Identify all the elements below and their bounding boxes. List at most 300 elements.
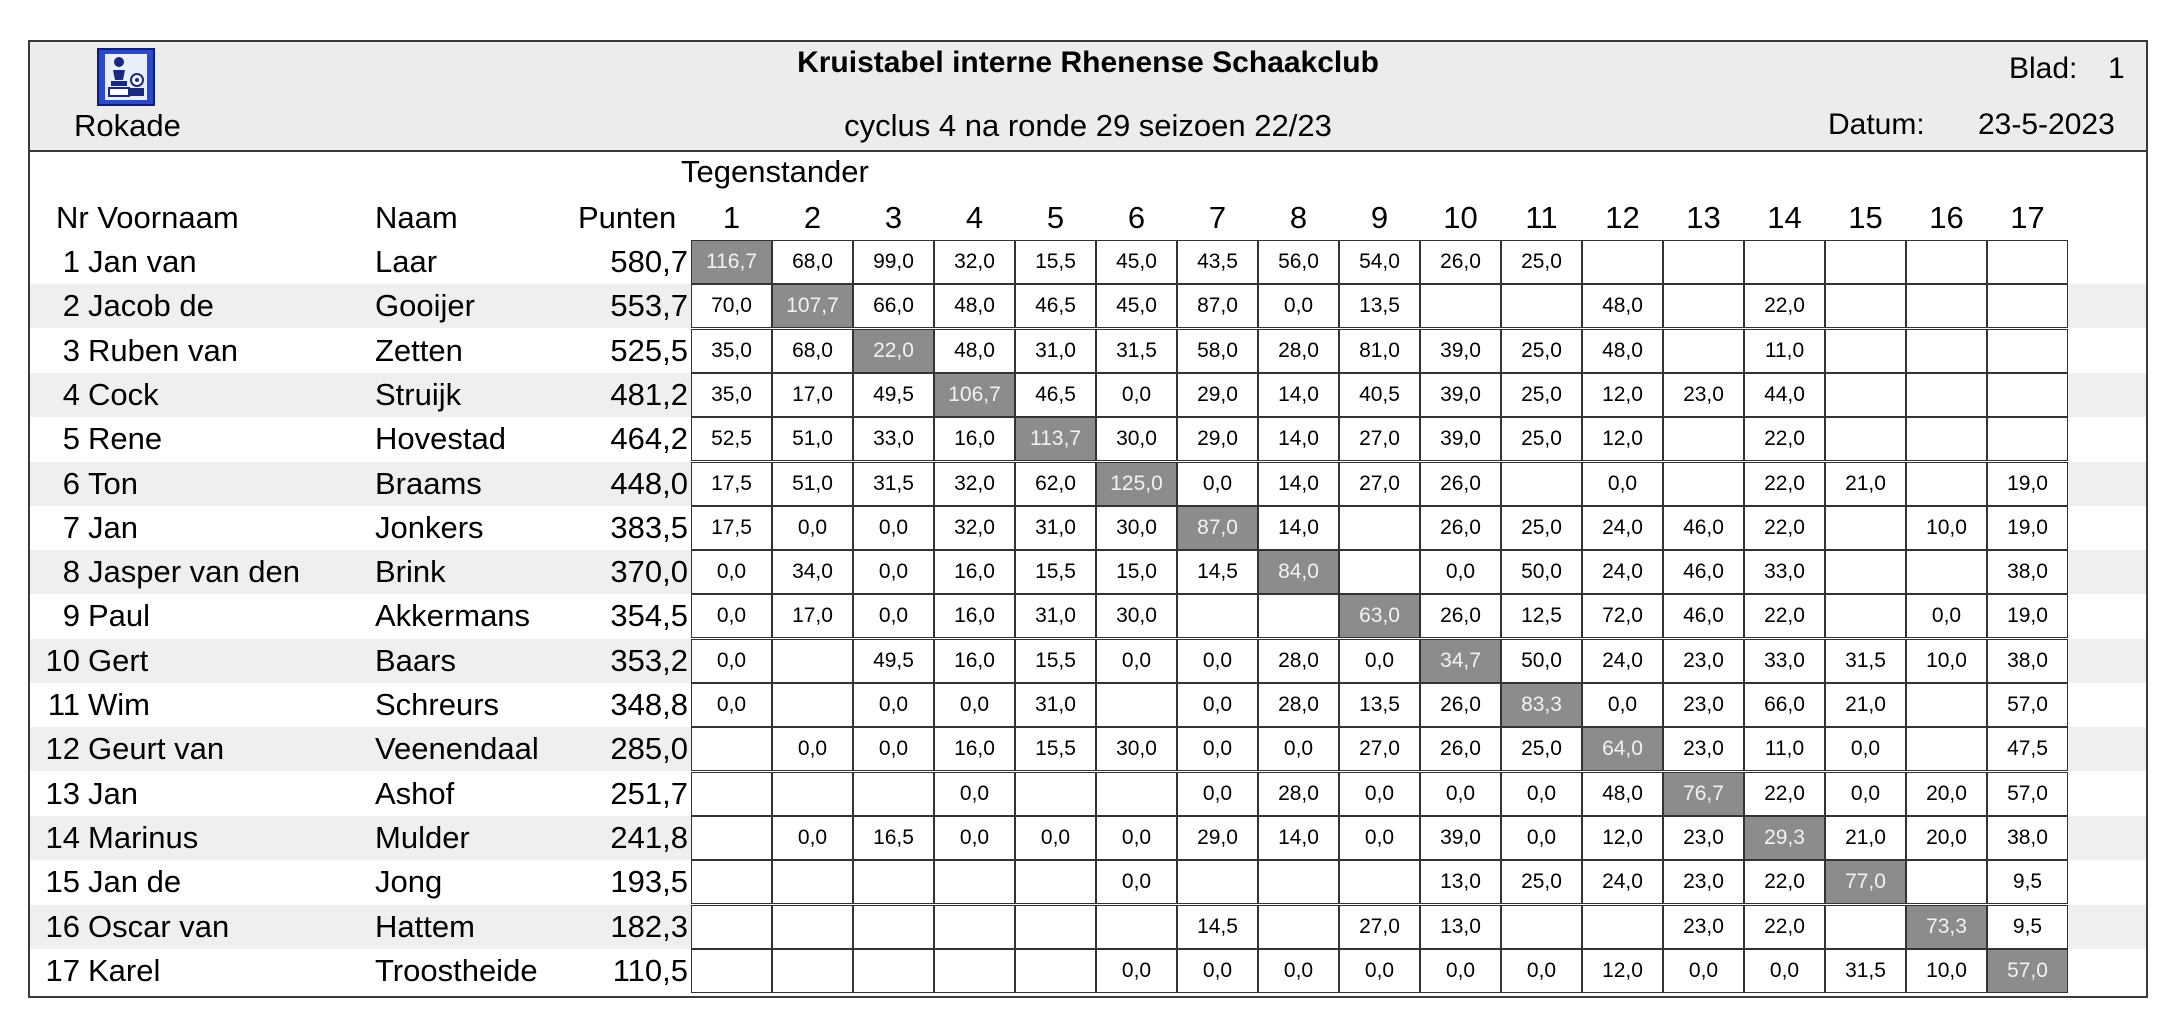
player-number: 14 — [45, 819, 80, 855]
player-last-name: Troostheide — [375, 952, 538, 988]
score-cell: 0,0 — [934, 772, 1015, 816]
score-cell — [1663, 284, 1744, 328]
score-cell: 25,0 — [1501, 373, 1582, 417]
score-cell: 13,5 — [1339, 683, 1420, 727]
score-cell — [1015, 772, 1096, 816]
score-cell — [1987, 240, 2068, 284]
score-cell — [1906, 860, 1987, 904]
score-cell: 16,0 — [934, 594, 1015, 638]
score-cell: 16,0 — [934, 639, 1015, 683]
score-cell: 51,0 — [772, 462, 853, 506]
score-cell: 25,0 — [1501, 329, 1582, 373]
score-cell: 19,0 — [1987, 506, 2068, 550]
score-cell: 15,5 — [1015, 639, 1096, 683]
score-cell: 57,0 — [1987, 772, 2068, 816]
score-cell: 19,0 — [1987, 594, 2068, 638]
score-cell — [691, 727, 772, 771]
self-score-cell: 34,7 — [1420, 639, 1501, 683]
player-first-name: Jan van — [88, 244, 197, 279]
score-cell — [1096, 683, 1177, 727]
score-cell: 0,0 — [691, 550, 772, 594]
score-cell: 32,0 — [934, 506, 1015, 550]
page-title: Kruistabel interne Rhenense Schaakclub — [797, 46, 1379, 79]
score-cell: 32,0 — [934, 240, 1015, 284]
player-points: 110,5 — [612, 952, 688, 988]
score-cell: 14,0 — [1258, 462, 1339, 506]
score-cell: 49,5 — [853, 373, 934, 417]
player-points: 448,0 — [610, 465, 688, 501]
score-cell: 38,0 — [1987, 816, 2068, 860]
score-cell: 24,0 — [1582, 550, 1663, 594]
score-cell: 0,0 — [1582, 683, 1663, 727]
player-last-name: Mulder — [375, 819, 470, 855]
score-cell — [1015, 905, 1096, 949]
score-cell: 12,0 — [1582, 816, 1663, 860]
score-cell — [934, 905, 1015, 949]
player-last-name: Hovestad — [375, 421, 506, 457]
score-cell: 0,0 — [691, 683, 772, 727]
score-cell — [772, 639, 853, 683]
opponent-number-header: 1 — [722, 200, 741, 235]
score-cell — [1663, 329, 1744, 373]
score-cell — [691, 905, 772, 949]
score-cell: 0,0 — [1501, 772, 1582, 816]
self-score-cell: 73,3 — [1906, 905, 1987, 949]
score-cell: 23,0 — [1663, 816, 1744, 860]
score-cell: 48,0 — [1582, 772, 1663, 816]
score-cell — [1501, 905, 1582, 949]
player-number: 1 — [62, 244, 80, 279]
score-cell: 10,0 — [1906, 506, 1987, 550]
score-cell — [1906, 683, 1987, 727]
score-cell: 26,0 — [1420, 683, 1501, 727]
score-cell: 9,5 — [1987, 860, 2068, 904]
score-cell: 35,0 — [691, 329, 772, 373]
score-cell — [1906, 550, 1987, 594]
score-cell — [1420, 284, 1501, 328]
score-cell: 48,0 — [934, 329, 1015, 373]
score-cell: 72,0 — [1582, 594, 1663, 638]
score-cell: 70,0 — [691, 284, 772, 328]
score-cell: 12,0 — [1582, 417, 1663, 461]
score-cell: 39,0 — [1420, 816, 1501, 860]
score-cell: 30,0 — [1096, 727, 1177, 771]
score-cell: 12,0 — [1582, 373, 1663, 417]
score-cell: 22,0 — [1744, 506, 1825, 550]
player-number: 9 — [62, 598, 80, 634]
score-cell: 39,0 — [1420, 373, 1501, 417]
score-cell — [853, 949, 934, 993]
score-cell — [1906, 727, 1987, 771]
player-first-name: Oscar van — [88, 908, 230, 944]
score-cell: 56,0 — [1258, 240, 1339, 284]
score-cell: 45,0 — [1096, 240, 1177, 284]
score-cell: 0,0 — [1825, 772, 1906, 816]
self-score-cell: 77,0 — [1825, 860, 1906, 904]
score-cell — [1015, 949, 1096, 993]
score-cell: 13,0 — [1420, 860, 1501, 904]
column-header-nr-voornaam: Nr Voornaam — [56, 200, 239, 235]
score-cell: 38,0 — [1987, 639, 2068, 683]
player-last-name: Brink — [375, 554, 446, 590]
score-cell: 25,0 — [1501, 240, 1582, 284]
player-points: 193,5 — [610, 864, 688, 900]
score-cell — [691, 949, 772, 993]
self-score-cell: 64,0 — [1582, 727, 1663, 771]
score-cell: 15,5 — [1015, 240, 1096, 284]
score-cell: 13,5 — [1339, 284, 1420, 328]
score-cell: 30,0 — [1096, 594, 1177, 638]
player-points: 353,2 — [610, 642, 688, 678]
score-cell: 20,0 — [1906, 772, 1987, 816]
score-cell — [1177, 860, 1258, 904]
score-cell — [772, 683, 853, 727]
score-cell — [1987, 329, 2068, 373]
score-cell: 0,0 — [772, 727, 853, 771]
score-cell: 46,5 — [1015, 284, 1096, 328]
opponent-number-header: 9 — [1370, 200, 1389, 235]
score-cell: 34,0 — [772, 550, 853, 594]
player-first-name: Gert — [88, 642, 149, 678]
score-cell: 10,0 — [1906, 949, 1987, 993]
score-cell: 24,0 — [1582, 860, 1663, 904]
score-cell — [1825, 550, 1906, 594]
player-number: 6 — [62, 465, 80, 501]
score-cell: 22,0 — [1744, 462, 1825, 506]
opponent-number-header: 14 — [1767, 200, 1802, 235]
score-cell — [772, 905, 853, 949]
score-cell: 21,0 — [1825, 683, 1906, 727]
column-header-naam: Naam — [375, 200, 458, 235]
score-cell: 57,0 — [1987, 683, 2068, 727]
player-last-name: Jonkers — [375, 509, 484, 545]
score-cell: 0,0 — [1663, 949, 1744, 993]
score-cell: 50,0 — [1501, 639, 1582, 683]
score-cell — [1825, 417, 1906, 461]
score-cell — [1582, 905, 1663, 949]
player-points: 251,7 — [610, 775, 688, 811]
score-cell — [1501, 462, 1582, 506]
score-cell: 0,0 — [1744, 949, 1825, 993]
date-value: 23-5-2023 — [1978, 108, 2115, 141]
score-cell — [772, 860, 853, 904]
score-cell — [1339, 860, 1420, 904]
player-last-name: Jong — [375, 864, 443, 900]
score-cell: 50,0 — [1501, 550, 1582, 594]
score-cell: 30,0 — [1096, 417, 1177, 461]
score-cell — [1096, 905, 1177, 949]
score-cell: 12,5 — [1501, 594, 1582, 638]
score-cell: 35,0 — [691, 373, 772, 417]
player-points: 285,0 — [610, 731, 688, 767]
page-subtitle: cyclus 4 na ronde 29 seizoen 22/23 — [844, 108, 1332, 143]
player-points: 481,2 — [610, 376, 688, 412]
score-cell: 0,0 — [934, 816, 1015, 860]
score-cell: 16,0 — [934, 417, 1015, 461]
score-cell: 28,0 — [1258, 329, 1339, 373]
score-cell: 39,0 — [1420, 417, 1501, 461]
self-score-cell: 113,7 — [1015, 417, 1096, 461]
score-cell: 23,0 — [1663, 373, 1744, 417]
sheet-number-value: 1 — [2108, 52, 2125, 85]
player-number: 10 — [45, 642, 80, 678]
score-cell: 0,0 — [1258, 727, 1339, 771]
opponent-number-header: 3 — [884, 200, 903, 235]
score-cell: 0,0 — [1339, 772, 1420, 816]
player-points: 525,5 — [610, 332, 688, 368]
player-points: 464,2 — [610, 421, 688, 457]
score-cell: 32,0 — [934, 462, 1015, 506]
score-cell — [1906, 373, 1987, 417]
score-cell — [1825, 240, 1906, 284]
score-cell: 31,5 — [1096, 329, 1177, 373]
score-cell: 22,0 — [1744, 905, 1825, 949]
player-first-name: Jasper van den — [88, 554, 300, 590]
score-cell: 17,5 — [691, 506, 772, 550]
score-cell: 0,0 — [853, 550, 934, 594]
score-cell — [1663, 240, 1744, 284]
opponent-label: Tegenstander — [681, 154, 869, 189]
score-cell — [1906, 329, 1987, 373]
score-cell: 47,5 — [1987, 727, 2068, 771]
player-last-name: Schreurs — [375, 687, 500, 722]
player-number: 15 — [45, 864, 80, 900]
player-first-name: Wim — [88, 687, 150, 722]
score-cell: 0,0 — [1825, 727, 1906, 771]
player-points: 383,5 — [610, 509, 688, 545]
score-cell: 27,0 — [1339, 462, 1420, 506]
score-cell: 19,0 — [1987, 462, 2068, 506]
score-cell: 54,0 — [1339, 240, 1420, 284]
player-points: 348,8 — [610, 687, 688, 722]
player-number: 3 — [62, 332, 80, 368]
self-score-cell: 76,7 — [1663, 772, 1744, 816]
player-points: 370,0 — [610, 554, 688, 590]
score-cell: 0,0 — [691, 639, 772, 683]
score-cell: 0,0 — [1096, 816, 1177, 860]
score-cell: 15,5 — [1015, 727, 1096, 771]
score-cell: 0,0 — [1339, 816, 1420, 860]
score-cell — [1339, 550, 1420, 594]
score-cell: 0,0 — [853, 727, 934, 771]
score-cell: 0,0 — [1258, 949, 1339, 993]
player-last-name: Hattem — [375, 908, 475, 944]
score-cell — [772, 949, 853, 993]
score-cell: 31,0 — [1015, 683, 1096, 727]
score-cell: 29,0 — [1177, 373, 1258, 417]
score-cell: 0,0 — [1582, 462, 1663, 506]
score-cell: 0,0 — [1177, 462, 1258, 506]
club-name: Rokade — [74, 108, 181, 143]
score-cell — [1906, 462, 1987, 506]
score-cell: 23,0 — [1663, 905, 1744, 949]
player-first-name: Geurt van — [88, 731, 225, 767]
score-cell: 26,0 — [1420, 594, 1501, 638]
self-score-cell: 87,0 — [1177, 506, 1258, 550]
score-cell: 0,0 — [1177, 683, 1258, 727]
score-cell — [1906, 240, 1987, 284]
sheet-header — [30, 42, 2146, 152]
self-score-cell: 22,0 — [853, 329, 934, 373]
score-cell — [1825, 905, 1906, 949]
score-cell: 46,0 — [1663, 506, 1744, 550]
player-last-name: Akkermans — [375, 598, 531, 634]
date-label: Datum: — [1828, 108, 1925, 141]
score-cell: 0,0 — [853, 506, 934, 550]
score-cell: 28,0 — [1258, 772, 1339, 816]
opponent-number-header: 7 — [1208, 200, 1227, 235]
score-cell — [1825, 373, 1906, 417]
player-last-name: Laar — [375, 244, 438, 279]
score-cell: 33,0 — [1744, 550, 1825, 594]
score-cell: 0,0 — [934, 683, 1015, 727]
score-cell: 0,0 — [1096, 949, 1177, 993]
self-score-cell: 63,0 — [1339, 594, 1420, 638]
score-cell: 9,5 — [1987, 905, 2068, 949]
score-cell: 33,0 — [1744, 639, 1825, 683]
score-cell: 0,0 — [1177, 949, 1258, 993]
score-cell: 0,0 — [1015, 816, 1096, 860]
score-cell — [691, 772, 772, 816]
player-last-name: Veenendaal — [375, 731, 539, 767]
score-cell: 14,0 — [1258, 816, 1339, 860]
score-cell: 46,0 — [1663, 550, 1744, 594]
score-cell: 25,0 — [1501, 506, 1582, 550]
score-cell: 23,0 — [1663, 683, 1744, 727]
opponent-number-header: 15 — [1848, 200, 1883, 235]
score-cell: 46,0 — [1663, 594, 1744, 638]
score-cell — [1987, 284, 2068, 328]
score-cell: 20,0 — [1906, 816, 1987, 860]
score-cell: 0,0 — [1501, 949, 1582, 993]
player-last-name: Baars — [375, 642, 456, 678]
score-cell: 81,0 — [1339, 329, 1420, 373]
score-cell: 14,5 — [1177, 905, 1258, 949]
score-cell: 68,0 — [772, 329, 853, 373]
score-cell: 45,0 — [1096, 284, 1177, 328]
score-cell: 24,0 — [1582, 639, 1663, 683]
score-cell: 16,0 — [934, 550, 1015, 594]
score-cell: 44,0 — [1744, 373, 1825, 417]
score-cell — [1663, 462, 1744, 506]
score-cell: 14,0 — [1258, 417, 1339, 461]
self-score-cell: 57,0 — [1987, 949, 2068, 993]
self-score-cell: 106,7 — [934, 373, 1015, 417]
score-cell: 25,0 — [1501, 860, 1582, 904]
score-cell: 16,0 — [934, 727, 1015, 771]
score-cell: 21,0 — [1825, 816, 1906, 860]
opponent-number-header: 11 — [1525, 200, 1558, 235]
score-cell: 27,0 — [1339, 727, 1420, 771]
score-cell: 22,0 — [1744, 860, 1825, 904]
score-cell: 0,0 — [1096, 639, 1177, 683]
score-cell: 99,0 — [853, 240, 934, 284]
score-cell: 23,0 — [1663, 639, 1744, 683]
score-cell: 17,0 — [772, 594, 853, 638]
opponent-number-header: 10 — [1443, 200, 1478, 235]
score-cell: 39,0 — [1420, 329, 1501, 373]
opponent-number-header: 17 — [2010, 200, 2045, 235]
opponent-number-header: 12 — [1605, 200, 1640, 235]
player-last-name: Gooijer — [375, 288, 475, 324]
score-cell: 38,0 — [1987, 550, 2068, 594]
score-cell: 31,5 — [1825, 949, 1906, 993]
score-cell: 0,0 — [853, 683, 934, 727]
score-cell: 51,0 — [772, 417, 853, 461]
score-cell: 30,0 — [1096, 506, 1177, 550]
score-cell: 49,5 — [853, 639, 934, 683]
score-cell — [1825, 284, 1906, 328]
score-cell: 22,0 — [1744, 284, 1825, 328]
score-cell: 0,0 — [1420, 550, 1501, 594]
score-cell — [1258, 905, 1339, 949]
column-header-punten: Punten — [578, 200, 677, 235]
player-first-name: Jan de — [88, 864, 182, 900]
opponent-number-header: 8 — [1289, 200, 1308, 235]
score-cell — [1906, 417, 1987, 461]
score-cell: 0,0 — [1096, 373, 1177, 417]
score-cell — [1258, 594, 1339, 638]
score-cell: 26,0 — [1420, 240, 1501, 284]
opponent-number-header: 4 — [965, 200, 984, 235]
player-last-name: Zetten — [375, 332, 463, 368]
opponent-number-header: 5 — [1046, 200, 1065, 235]
score-cell: 31,0 — [1015, 329, 1096, 373]
score-cell: 0,0 — [1906, 594, 1987, 638]
player-number: 13 — [45, 775, 80, 811]
score-cell: 31,0 — [1015, 594, 1096, 638]
self-score-cell: 125,0 — [1096, 462, 1177, 506]
self-score-cell: 116,7 — [691, 240, 772, 284]
opponent-number-header: 13 — [1686, 200, 1721, 235]
score-cell: 31,0 — [1015, 506, 1096, 550]
player-first-name: Jan — [88, 509, 138, 545]
score-cell: 22,0 — [1744, 417, 1825, 461]
score-cell: 10,0 — [1906, 639, 1987, 683]
self-score-cell: 84,0 — [1258, 550, 1339, 594]
score-cell: 24,0 — [1582, 506, 1663, 550]
score-cell: 14,0 — [1258, 373, 1339, 417]
score-cell: 46,5 — [1015, 373, 1096, 417]
score-cell: 14,0 — [1258, 506, 1339, 550]
score-cell — [853, 905, 934, 949]
player-first-name: Karel — [88, 952, 161, 988]
score-cell: 21,0 — [1825, 462, 1906, 506]
score-cell: 0,0 — [1339, 949, 1420, 993]
score-cell: 0,0 — [772, 506, 853, 550]
player-points: 241,8 — [610, 819, 688, 855]
player-points: 553,7 — [610, 288, 688, 324]
score-cell: 11,0 — [1744, 727, 1825, 771]
score-cell — [853, 772, 934, 816]
score-cell: 22,0 — [1744, 594, 1825, 638]
score-cell — [1987, 417, 2068, 461]
self-score-cell: 107,7 — [772, 284, 853, 328]
score-cell — [1501, 284, 1582, 328]
score-cell — [1987, 373, 2068, 417]
score-cell: 0,0 — [691, 594, 772, 638]
score-cell — [691, 860, 772, 904]
player-last-name: Braams — [375, 465, 482, 501]
score-cell — [1258, 860, 1339, 904]
score-cell: 13,0 — [1420, 905, 1501, 949]
score-cell — [1339, 506, 1420, 550]
score-cell — [1825, 594, 1906, 638]
crosstable-sheet — [28, 40, 2148, 998]
player-last-name: Struijk — [375, 376, 462, 412]
player-first-name: Marinus — [88, 819, 199, 855]
player-number: 11 — [47, 687, 80, 722]
